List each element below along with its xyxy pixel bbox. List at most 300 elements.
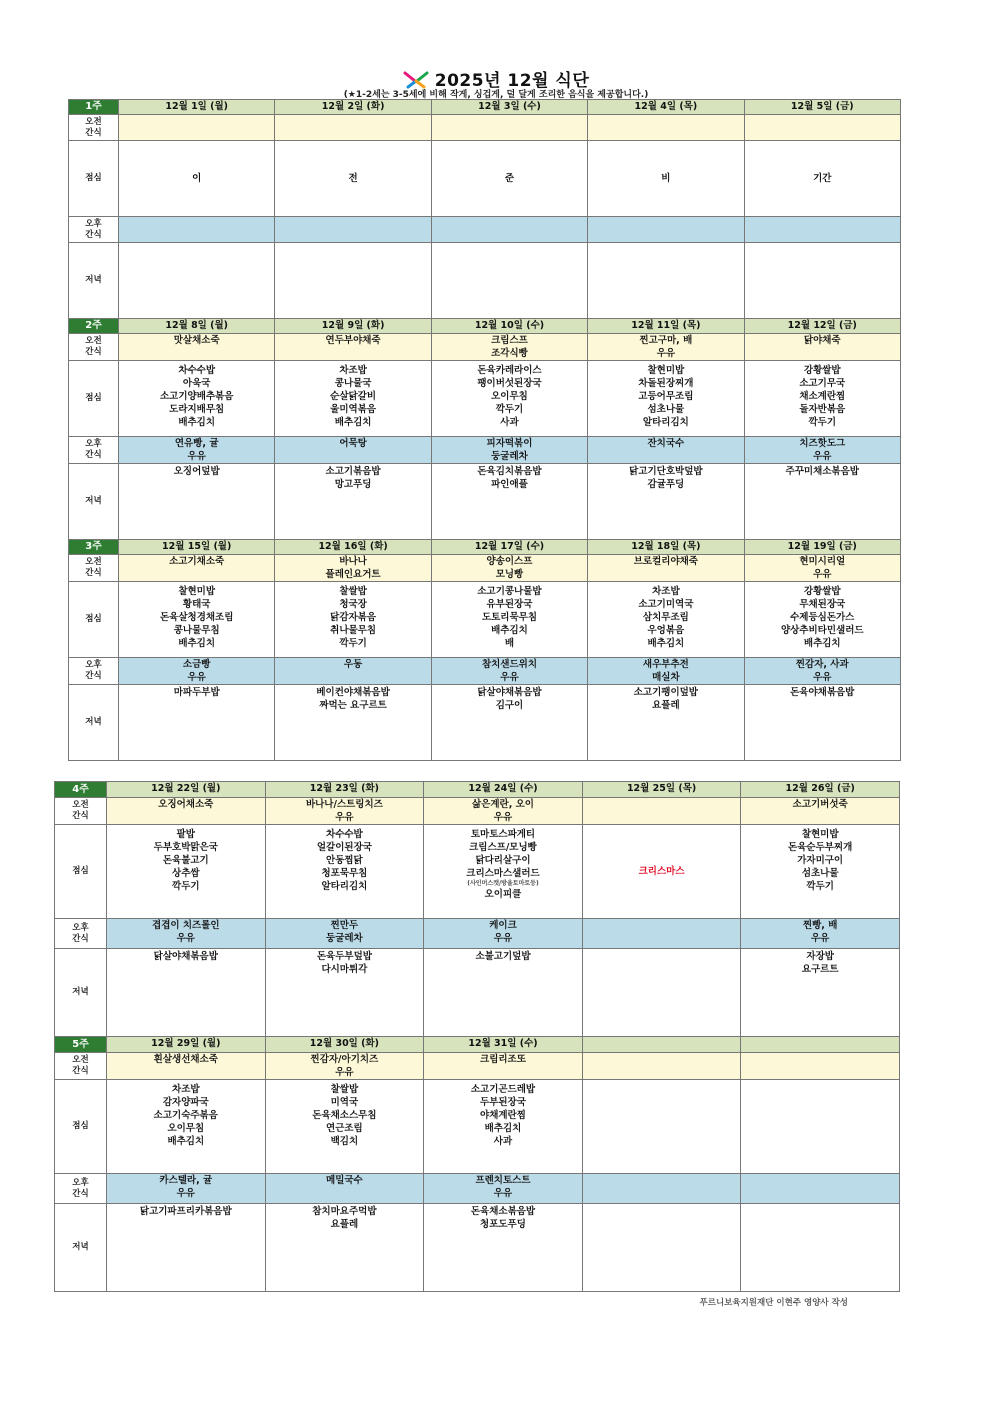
week-header-row bbox=[69, 540, 901, 555]
cell-am bbox=[588, 334, 744, 361]
row-label-am: 오전 간식 bbox=[55, 1053, 107, 1080]
meal-item: 전 bbox=[348, 173, 358, 184]
cell-din bbox=[265, 1204, 424, 1292]
am-item: 브로컬리야채죽 bbox=[633, 556, 698, 567]
day-date: 12월 9일 (화) bbox=[275, 319, 431, 334]
pm-item: 어묵탕 bbox=[339, 438, 367, 449]
din-item: 닭살야채볶음밥 bbox=[153, 951, 218, 962]
cell-meal bbox=[588, 141, 744, 217]
row-label-meal: 점심 bbox=[55, 1080, 107, 1174]
meal-item: 차조밥 bbox=[172, 1084, 200, 1095]
din-item: 청포도푸딩 bbox=[480, 1219, 526, 1230]
cell-pm bbox=[588, 658, 744, 685]
cell-din bbox=[119, 685, 275, 761]
meal-item: 소고기콩나물밥 bbox=[477, 586, 542, 597]
cell-pm bbox=[119, 658, 275, 685]
meal-item: 돈육순두부찌개 bbox=[788, 842, 853, 853]
row-din bbox=[69, 243, 901, 319]
cell-am bbox=[265, 798, 424, 825]
row-din bbox=[69, 464, 901, 540]
cell-meal bbox=[119, 361, 275, 437]
din-item: 돈육두부덮밥 bbox=[316, 951, 372, 962]
day-date: 12월 1일 (월) bbox=[119, 100, 275, 115]
pm-item: 찐감자, 사과 bbox=[795, 659, 849, 670]
pm-item: 케이크 bbox=[489, 920, 517, 931]
din-item: 자장밥 bbox=[806, 951, 834, 962]
cell-meal bbox=[582, 1080, 741, 1174]
cell-pm bbox=[265, 919, 424, 949]
row-label-meal: 점심 bbox=[69, 361, 119, 437]
din-item: 닭고기파프리카볶음밥 bbox=[139, 1206, 232, 1217]
meal-item: 무채된장국 bbox=[799, 599, 846, 610]
am-item: 찐감자/아기치즈 bbox=[310, 1054, 379, 1065]
meal-item: 연근조림 bbox=[326, 1123, 363, 1134]
meal-item: 팽이버섯된장국 bbox=[477, 378, 542, 389]
meal-item: 도토리묵무침 bbox=[481, 612, 537, 623]
am-item: 우유 bbox=[335, 812, 354, 823]
row-label-pm: 오후 간식 bbox=[69, 437, 119, 464]
day-date: 12월 15일 (월) bbox=[119, 540, 275, 555]
cell-pm bbox=[275, 217, 431, 243]
pm-item: 연유빵, 귤 bbox=[174, 438, 219, 449]
cell-din bbox=[588, 685, 744, 761]
meal-item: 울미역볶음 bbox=[330, 404, 377, 415]
meal-item: 상추쌈 bbox=[172, 868, 200, 879]
pm-item: 우유 bbox=[187, 672, 206, 683]
din-item: 주꾸미채소볶음밥 bbox=[785, 466, 859, 477]
meal-item: 배 bbox=[504, 638, 515, 649]
am-item: 우유 bbox=[493, 812, 513, 823]
meal-item: 찰현미밥 bbox=[801, 829, 839, 840]
cell-din bbox=[424, 1204, 583, 1292]
cell-meal bbox=[588, 582, 744, 658]
row-din bbox=[69, 685, 901, 761]
day-date: 12월 24일 (수) bbox=[424, 782, 583, 798]
meal-item: 비 bbox=[661, 173, 671, 184]
pm-item: 우유 bbox=[500, 672, 519, 683]
row-pm bbox=[69, 217, 901, 243]
am-item: 크림리조또 bbox=[480, 1054, 526, 1065]
meal-item: 배추김치 bbox=[167, 1136, 205, 1147]
meal-item: 사과 bbox=[493, 1136, 513, 1147]
meal-item: 소고기숙주볶음 bbox=[153, 1110, 218, 1121]
meal-item: 닭감자볶음 bbox=[330, 612, 377, 623]
pm-item: 잔치국수 bbox=[647, 438, 685, 449]
din-item: 요플레 bbox=[330, 1219, 359, 1230]
meal-item: 가자미구이 bbox=[797, 855, 844, 866]
cell-din bbox=[588, 464, 744, 540]
row-label-am: 오전 간식 bbox=[69, 115, 119, 141]
cell-am bbox=[431, 555, 587, 582]
din-item: 요구르트 bbox=[801, 964, 839, 975]
cell-am bbox=[744, 555, 900, 582]
cell-am bbox=[431, 115, 587, 141]
pm-item: 우유 bbox=[493, 1188, 513, 1199]
row-pm bbox=[69, 658, 901, 685]
din-item: 요플레 bbox=[652, 700, 680, 711]
cell-am bbox=[119, 334, 275, 361]
cell-din bbox=[265, 949, 424, 1037]
page-subtitle: (★1-2세는 3-5세에 비해 작게, 싱겁게, 덜 달게 조리한 음식을 제공합니다.) bbox=[343, 90, 649, 100]
am-item: 조각식빵 bbox=[491, 348, 528, 359]
meal-item: 소고기무국 bbox=[799, 378, 846, 389]
day-date bbox=[741, 1037, 900, 1053]
cell-meal bbox=[119, 141, 275, 217]
row-pm bbox=[55, 1174, 900, 1204]
cell-am bbox=[588, 555, 744, 582]
din-item: 돈육채소볶음밥 bbox=[470, 1206, 536, 1217]
meal-item: 이 bbox=[192, 173, 202, 184]
week-header-row bbox=[69, 319, 901, 334]
meal-item: 야채계란찜 bbox=[480, 1110, 526, 1121]
cell-pm bbox=[582, 1174, 741, 1204]
meal-item: 청포묵무침 bbox=[321, 868, 368, 879]
row-label-din: 저녁 bbox=[55, 1204, 107, 1292]
din-item: 파인애플 bbox=[491, 479, 528, 490]
am-item: 찐고구마, 배 bbox=[639, 335, 693, 346]
cell-din bbox=[741, 949, 900, 1037]
row-label-din: 저녁 bbox=[69, 243, 119, 319]
cell-pm bbox=[431, 437, 587, 464]
row-am bbox=[69, 555, 901, 582]
cell-meal bbox=[275, 361, 431, 437]
pm-item: 치즈핫도그 bbox=[799, 438, 846, 449]
meal-item: 배추김치 bbox=[803, 638, 841, 649]
cell-din bbox=[119, 243, 275, 319]
meal-item: 콩나물무침 bbox=[173, 625, 220, 636]
cell-din bbox=[744, 464, 900, 540]
cell-din bbox=[275, 464, 431, 540]
cell-din bbox=[431, 685, 587, 761]
meal-item: 두부호박맑은국 bbox=[153, 842, 218, 853]
row-label-am: 오전 간식 bbox=[69, 334, 119, 361]
cell-am bbox=[275, 555, 431, 582]
row-pm bbox=[55, 919, 900, 949]
meal-item: 크리스마스샐러드 bbox=[466, 868, 540, 879]
cell-din bbox=[424, 949, 583, 1037]
day-date: 12월 12일 (금) bbox=[744, 319, 900, 334]
pm-item: 찐만두 bbox=[330, 920, 359, 931]
row-meal bbox=[69, 141, 901, 217]
cell-pm bbox=[424, 919, 583, 949]
cell-meal bbox=[424, 1080, 583, 1174]
pm-item: 우유 bbox=[813, 451, 832, 462]
day-date: 12월 2일 (화) bbox=[275, 100, 431, 115]
cell-pm bbox=[424, 1174, 583, 1204]
meal-item: 알타리김치 bbox=[642, 417, 689, 428]
pm-item: 새우부추전 bbox=[642, 659, 689, 670]
meal-item: 두부된장국 bbox=[480, 1097, 526, 1108]
cell-am bbox=[431, 334, 587, 361]
cell-meal bbox=[744, 141, 900, 217]
cell-meal bbox=[744, 361, 900, 437]
meal-item: 돌자반볶음 bbox=[799, 404, 846, 415]
meal-item: 깍두기 bbox=[339, 638, 367, 649]
day-date: 12월 31일 (수) bbox=[424, 1037, 583, 1053]
cell-meal bbox=[107, 825, 266, 919]
footer-credit: 푸르니보육지원재단 이현주 영양사 작성 bbox=[699, 1298, 848, 1308]
meal-item: 돈육채소스무침 bbox=[312, 1110, 377, 1121]
cell-meal bbox=[582, 825, 741, 919]
am-item: 오징어채소죽 bbox=[158, 799, 214, 810]
row-label-meal: 점심 bbox=[69, 141, 119, 217]
am-item: 우유 bbox=[335, 1067, 354, 1078]
cell-pm bbox=[431, 658, 587, 685]
cell-pm bbox=[275, 437, 431, 464]
row-label-din: 저녁 bbox=[69, 464, 119, 540]
row-label-meal: 점심 bbox=[69, 582, 119, 658]
cell-am bbox=[107, 798, 266, 825]
row-din bbox=[55, 949, 900, 1037]
cell-din bbox=[275, 685, 431, 761]
week-label: 4주 bbox=[55, 782, 107, 798]
day-date: 12월 10일 (수) bbox=[431, 319, 587, 334]
meal-item: 섬초나물 bbox=[801, 868, 839, 879]
meal-item: 배추김치 bbox=[647, 638, 685, 649]
row-am bbox=[69, 115, 901, 141]
cell-pm bbox=[588, 437, 744, 464]
cell-din bbox=[588, 243, 744, 319]
row-meal bbox=[55, 1080, 900, 1174]
cell-am bbox=[119, 115, 275, 141]
cell-pm bbox=[107, 919, 266, 949]
am-item: 연두부야채죽 bbox=[325, 335, 381, 346]
cell-din bbox=[582, 1204, 741, 1292]
day-date bbox=[582, 1037, 741, 1053]
meal-item: 차돌된장찌개 bbox=[638, 378, 694, 389]
meal-item: 사과 bbox=[500, 417, 519, 428]
din-item: 마파두부밥 bbox=[173, 687, 220, 698]
meal-item: 삼치무조림 bbox=[642, 612, 689, 623]
pm-item: 프렌치토스트 bbox=[475, 1175, 531, 1186]
cell-pm bbox=[119, 217, 275, 243]
meal-item: 준 bbox=[504, 173, 515, 184]
meal-item: 오이무침 bbox=[491, 391, 528, 402]
cell-am bbox=[744, 334, 900, 361]
cell-pm bbox=[741, 919, 900, 949]
week-label: 5주 bbox=[55, 1037, 107, 1053]
cell-pm bbox=[744, 217, 900, 243]
cell-meal bbox=[107, 1080, 266, 1174]
din-item: 김구이 bbox=[495, 700, 524, 711]
pm-item: 우유 bbox=[176, 1188, 195, 1199]
cell-am bbox=[588, 115, 744, 141]
pm-item: 우동 bbox=[343, 659, 363, 670]
meal-item: 고등어무조림 bbox=[638, 391, 694, 402]
meal-item: 배추김치 bbox=[491, 625, 528, 636]
pm-item: 찐빵, 배 bbox=[802, 920, 838, 931]
cell-am bbox=[275, 115, 431, 141]
week-header-row bbox=[55, 782, 900, 798]
am-item: 바나나/스트링치즈 bbox=[305, 799, 383, 810]
day-date: 12월 30일 (화) bbox=[265, 1037, 424, 1053]
cell-am bbox=[119, 555, 275, 582]
meal-item: 알타리김치 bbox=[321, 881, 368, 892]
meal-item: 얼갈이된장국 bbox=[316, 842, 372, 853]
meal-item: 강황쌀밥 bbox=[803, 365, 841, 376]
cell-meal bbox=[265, 1080, 424, 1174]
cell-meal bbox=[431, 141, 587, 217]
week-label: 3주 bbox=[69, 540, 119, 555]
am-item: 현미시리얼 bbox=[799, 556, 846, 567]
day-date: 12월 25일 (목) bbox=[582, 782, 741, 798]
meal-item: 찰현미밥 bbox=[647, 365, 685, 376]
am-item: 모닝빵 bbox=[495, 569, 524, 580]
pm-item: 우유 bbox=[176, 933, 195, 944]
week-label: 2주 bbox=[69, 319, 119, 334]
row-am bbox=[55, 798, 900, 825]
day-date: 12월 3일 (수) bbox=[431, 100, 587, 115]
day-date: 12월 11일 (목) bbox=[588, 319, 744, 334]
meal-item: 강황쌀밥 bbox=[803, 586, 841, 597]
meal-item: 차조밥 bbox=[339, 365, 367, 376]
row-label-din: 저녁 bbox=[69, 685, 119, 761]
menu-table-2 bbox=[54, 781, 900, 1292]
meal-item: 깍두기 bbox=[806, 881, 834, 892]
pm-item: 둥굴레차 bbox=[326, 933, 363, 944]
meal-item: 닭다리살구이 bbox=[475, 855, 531, 866]
din-item: 소불고기덮밥 bbox=[475, 951, 531, 962]
cell-pm bbox=[582, 919, 741, 949]
cell-pm bbox=[119, 437, 275, 464]
day-date: 12월 8일 (월) bbox=[119, 319, 275, 334]
am-item: 소고기버섯죽 bbox=[792, 799, 848, 810]
pm-item: 둥굴레차 bbox=[491, 451, 528, 462]
row-label-pm: 오후 간식 bbox=[69, 217, 119, 243]
cell-meal bbox=[431, 582, 587, 658]
row-meal bbox=[55, 825, 900, 919]
day-date: 12월 18일 (목) bbox=[588, 540, 744, 555]
meal-item: 기간 bbox=[813, 173, 832, 184]
day-date: 12월 5일 (금) bbox=[744, 100, 900, 115]
cell-meal bbox=[119, 582, 275, 658]
cell-meal bbox=[741, 1080, 900, 1174]
meal-item: 순살닭갈비 bbox=[330, 391, 377, 402]
meal-item: 섬초나물 bbox=[647, 404, 685, 415]
week-label: 1주 bbox=[69, 100, 119, 115]
cell-din bbox=[744, 685, 900, 761]
day-date: 12월 17일 (수) bbox=[431, 540, 587, 555]
cell-am bbox=[424, 798, 583, 825]
day-date: 12월 23일 (화) bbox=[265, 782, 424, 798]
meal-item: 깍두기 bbox=[495, 404, 524, 415]
meal-item: 양상추비타민샐러드 bbox=[780, 625, 864, 636]
cell-meal bbox=[431, 361, 587, 437]
cell-am bbox=[741, 798, 900, 825]
din-item: 베이컨야채볶음밥 bbox=[316, 687, 390, 698]
meal-item: 소고기미역국 bbox=[638, 599, 694, 610]
day-date: 12월 16일 (화) bbox=[275, 540, 431, 555]
cell-din bbox=[119, 464, 275, 540]
cell-pm bbox=[431, 217, 587, 243]
row-am bbox=[55, 1053, 900, 1080]
meal-item: 차수수밥 bbox=[326, 829, 363, 840]
cell-din bbox=[741, 1204, 900, 1292]
cell-pm bbox=[744, 437, 900, 464]
meal-item: 돈육카레라이스 bbox=[477, 365, 542, 376]
meal-item: 오이피클 bbox=[484, 889, 522, 900]
cell-am bbox=[741, 1053, 900, 1080]
din-item: 돈육김치볶음밥 bbox=[477, 466, 542, 477]
am-item: 우유 bbox=[656, 348, 676, 359]
meal-item: 미역국 bbox=[330, 1097, 359, 1108]
din-item: 돈육야채볶음밥 bbox=[790, 687, 855, 698]
row-label-pm: 오후 간식 bbox=[55, 919, 107, 949]
row-din bbox=[55, 1204, 900, 1292]
meal-item: 팥밥 bbox=[176, 829, 195, 840]
am-item: 삶은계란, 오이 bbox=[471, 799, 534, 810]
row-pm bbox=[69, 437, 901, 464]
menu-table-1 bbox=[68, 99, 901, 761]
meal-item: 깍두기 bbox=[172, 881, 200, 892]
meal-item: 배추김치 bbox=[178, 417, 216, 428]
meal-item: 토마토스파게티 bbox=[470, 829, 536, 840]
meal-item: 황태국 bbox=[182, 599, 211, 610]
cell-am bbox=[424, 1053, 583, 1080]
meal-note: (사인머스캣/방울토마토등) bbox=[467, 880, 539, 887]
meal-item: 소고기곤드레밥 bbox=[470, 1084, 536, 1095]
cell-am bbox=[265, 1053, 424, 1080]
pm-item: 우유 bbox=[810, 933, 830, 944]
meal-item: 취나물무침 bbox=[330, 625, 377, 636]
day-date: 12월 19일 (금) bbox=[744, 540, 900, 555]
cell-meal bbox=[265, 825, 424, 919]
meal-item: 우엉볶음 bbox=[647, 625, 685, 636]
din-item: 참치마요주먹밥 bbox=[312, 1206, 377, 1217]
cell-meal bbox=[741, 825, 900, 919]
am-item: 바나나 bbox=[339, 556, 367, 567]
day-date: 12월 22일 (월) bbox=[107, 782, 266, 798]
cell-meal bbox=[275, 141, 431, 217]
pm-item: 카스텔라, 귤 bbox=[159, 1175, 213, 1186]
cell-din bbox=[275, 243, 431, 319]
meal-item: 도라지배무침 bbox=[169, 404, 225, 415]
row-am bbox=[69, 334, 901, 361]
cell-pm bbox=[741, 1174, 900, 1204]
week-header-row bbox=[55, 1037, 900, 1053]
meal-item: 감자양파국 bbox=[162, 1097, 209, 1108]
cell-meal bbox=[588, 361, 744, 437]
meal-item: 채소계란찜 bbox=[799, 391, 846, 402]
cell-meal bbox=[275, 582, 431, 658]
meal-item: 차수수밥 bbox=[178, 365, 216, 376]
cell-am bbox=[275, 334, 431, 361]
meal-item: 청국장 bbox=[339, 599, 367, 610]
cell-pm bbox=[588, 217, 744, 243]
meal-item: 소고기양배추볶음 bbox=[159, 391, 234, 402]
meal-item: 백김치 bbox=[330, 1136, 359, 1147]
meal-item: 오이무침 bbox=[167, 1123, 205, 1134]
meal-item: 콩나물국 bbox=[334, 378, 372, 389]
meal-item: 배추김치 bbox=[484, 1123, 522, 1134]
cell-meal bbox=[744, 582, 900, 658]
meal-item: 찰현미밥 bbox=[178, 586, 216, 597]
pm-item: 소금빵 bbox=[182, 659, 211, 670]
meal-item: 크림스프/모닝빵 bbox=[469, 842, 537, 853]
cell-din bbox=[431, 243, 587, 319]
row-label-meal: 점심 bbox=[55, 825, 107, 919]
holiday-label: 크리스마스 bbox=[638, 866, 685, 877]
am-item: 플레인요거트 bbox=[325, 569, 381, 580]
din-item: 닭고기단호박덮밥 bbox=[629, 466, 703, 477]
title-text: 2025년 12월 식단 bbox=[434, 71, 590, 91]
am-item: 크림스프 bbox=[491, 335, 528, 346]
din-item: 오징어덮밥 bbox=[173, 466, 220, 477]
din-item: 망고푸딩 bbox=[334, 479, 372, 490]
meal-item: 아욱국 bbox=[182, 378, 211, 389]
day-date: 12월 4일 (목) bbox=[588, 100, 744, 115]
pm-item: 참치샌드위치 bbox=[481, 659, 537, 670]
